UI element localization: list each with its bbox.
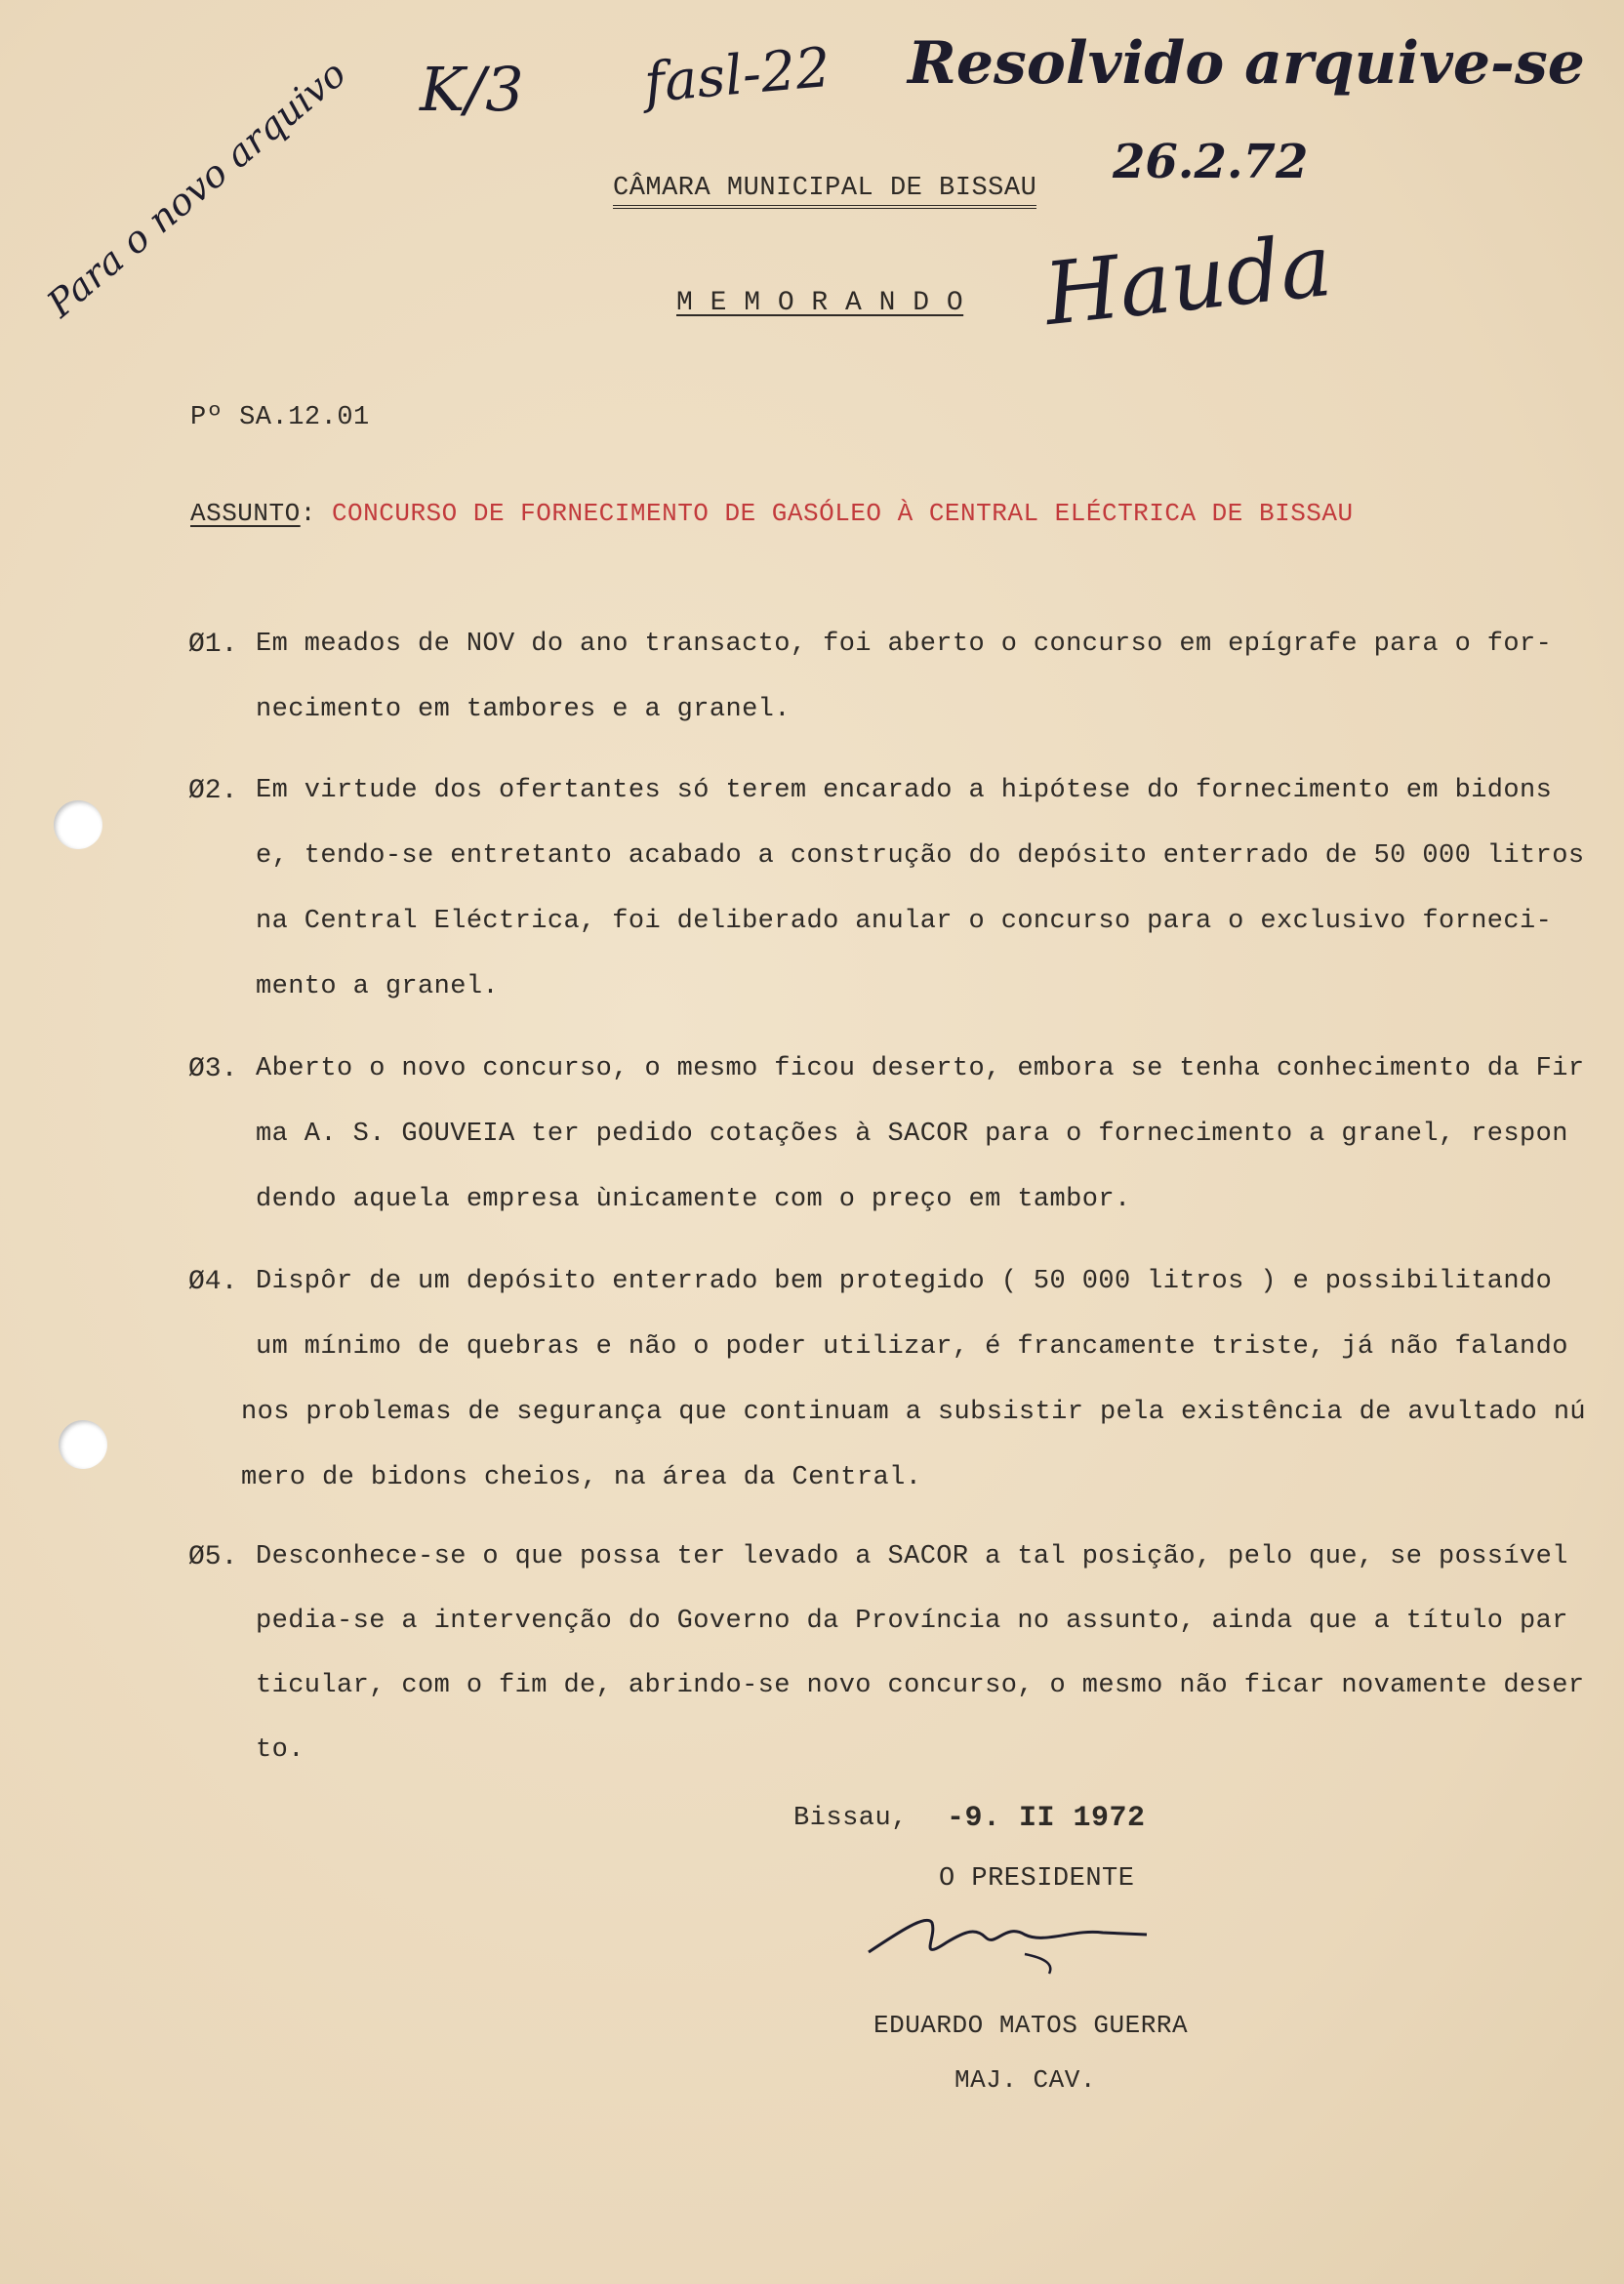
paragraph-5-line-3: ticular, com o fim de, abrindo-se novo concurso, o mesmo não ficar novamente deser <box>256 1671 1585 1700</box>
paragraph-4-number: Ø4. <box>188 1267 238 1297</box>
paragraph-4-line-1: Dispôr de um depósito enterrado bem protegido ( 50 000 litros ) e possibilitando <box>256 1267 1553 1296</box>
president-signature <box>859 1894 1152 1981</box>
signatory-title: O PRESIDENTE <box>939 1864 1135 1894</box>
resolution-note-handwritten: Resolvido arquive-se <box>908 29 1585 98</box>
paragraph-4-line-3: nos problemas de segurança que continuam a subsistir pela existência de avultado nú <box>241 1398 1587 1427</box>
paragraph-3-line-1: Aberto o novo concurso, o mesmo ficou deserto, embora se tenha conhecimento da Fir <box>256 1054 1585 1083</box>
paragraph-1-line-1: Em meados de NOV do ano transacto, foi aberto o concurso em epígrafe para o for- <box>256 630 1553 659</box>
margin-note-handwritten: Para o novo arquivo <box>39 51 354 326</box>
paragraph-3-line-3: dendo aquela empresa ùnicamente com o preço em tambor. <box>256 1185 1131 1214</box>
paragraph-4-line-2: um mínimo de quebras e não o poder utilizar, é francamente triste, já não falando <box>256 1332 1568 1362</box>
paragraph-3-line-2: ma A. S. GOUVEIA ter pedido cotações à SACOR para o fornecimento a granel, respon <box>256 1120 1568 1149</box>
institution-header <box>613 174 1036 203</box>
initial-signature: Hauda <box>1039 214 1337 346</box>
paragraph-5-line-1: Desconhece-se o que possa ter levado a SACOR a tal posição, pelo que, se possível <box>256 1542 1568 1571</box>
file-ref-handwritten: fasl-22 <box>641 35 833 116</box>
subject-line <box>190 499 1354 528</box>
paragraph-2-line-3: na Central Eléctrica, foi deliberado anular o concurso para o exclusivo forneci- <box>256 907 1553 936</box>
signatory-rank: MAJ. CAV. <box>954 2065 1096 2095</box>
paragraph-3-number: Ø3. <box>188 1054 238 1084</box>
paragraph-5-line-4: to. <box>256 1735 304 1765</box>
process-reference: Pº SA.12.01 <box>190 403 370 432</box>
paragraph-4-line-4: mero de bidons cheios, na área da Central. <box>241 1463 922 1492</box>
signatory-name: EDUARDO MATOS GUERRA <box>873 2011 1189 2040</box>
closing-place: Bissau, <box>793 1804 908 1833</box>
punch-hole-upper <box>54 800 102 849</box>
paragraph-5-number: Ø5. <box>188 1542 238 1572</box>
punch-hole-lower <box>59 1420 107 1469</box>
paragraph-2-line-4: mento a granel. <box>256 972 500 1001</box>
subject-label: ASSUNTO <box>190 499 301 528</box>
ref-code-handwritten: K/3 <box>420 54 524 125</box>
date-note-handwritten: 26.2.72 <box>1113 135 1309 189</box>
paragraph-2-number: Ø2. <box>188 776 238 806</box>
closing-date-stamp: -9. II 1972 <box>947 1802 1146 1835</box>
institution-name: CÂMARA MUNICIPAL DE BISSAU <box>613 174 1036 209</box>
paragraph-1-number: Ø1. <box>188 630 238 660</box>
paragraph-5-line-2: pedia-se a intervenção do Governo da Província no assunto, ainda que a título par <box>256 1607 1568 1636</box>
paragraph-2-line-2: e, tendo-se entretanto acabado a construção do depósito enterrado de 50 000 litros <box>256 841 1585 871</box>
paragraph-2-line-1: Em virtude dos ofertantes só terem encarado a hipótese do fornecimento em bidons <box>256 776 1553 805</box>
subject-text: CONCURSO DE FORNECIMENTO DE GASÓLEO À CENTRAL ELÉCTRICA DE BISSAU <box>331 499 1354 528</box>
subject-separator: : <box>300 499 316 528</box>
document-type: M E M O R A N D O <box>676 288 964 318</box>
paragraph-1-line-2: necimento em tambores e a granel. <box>256 695 791 724</box>
